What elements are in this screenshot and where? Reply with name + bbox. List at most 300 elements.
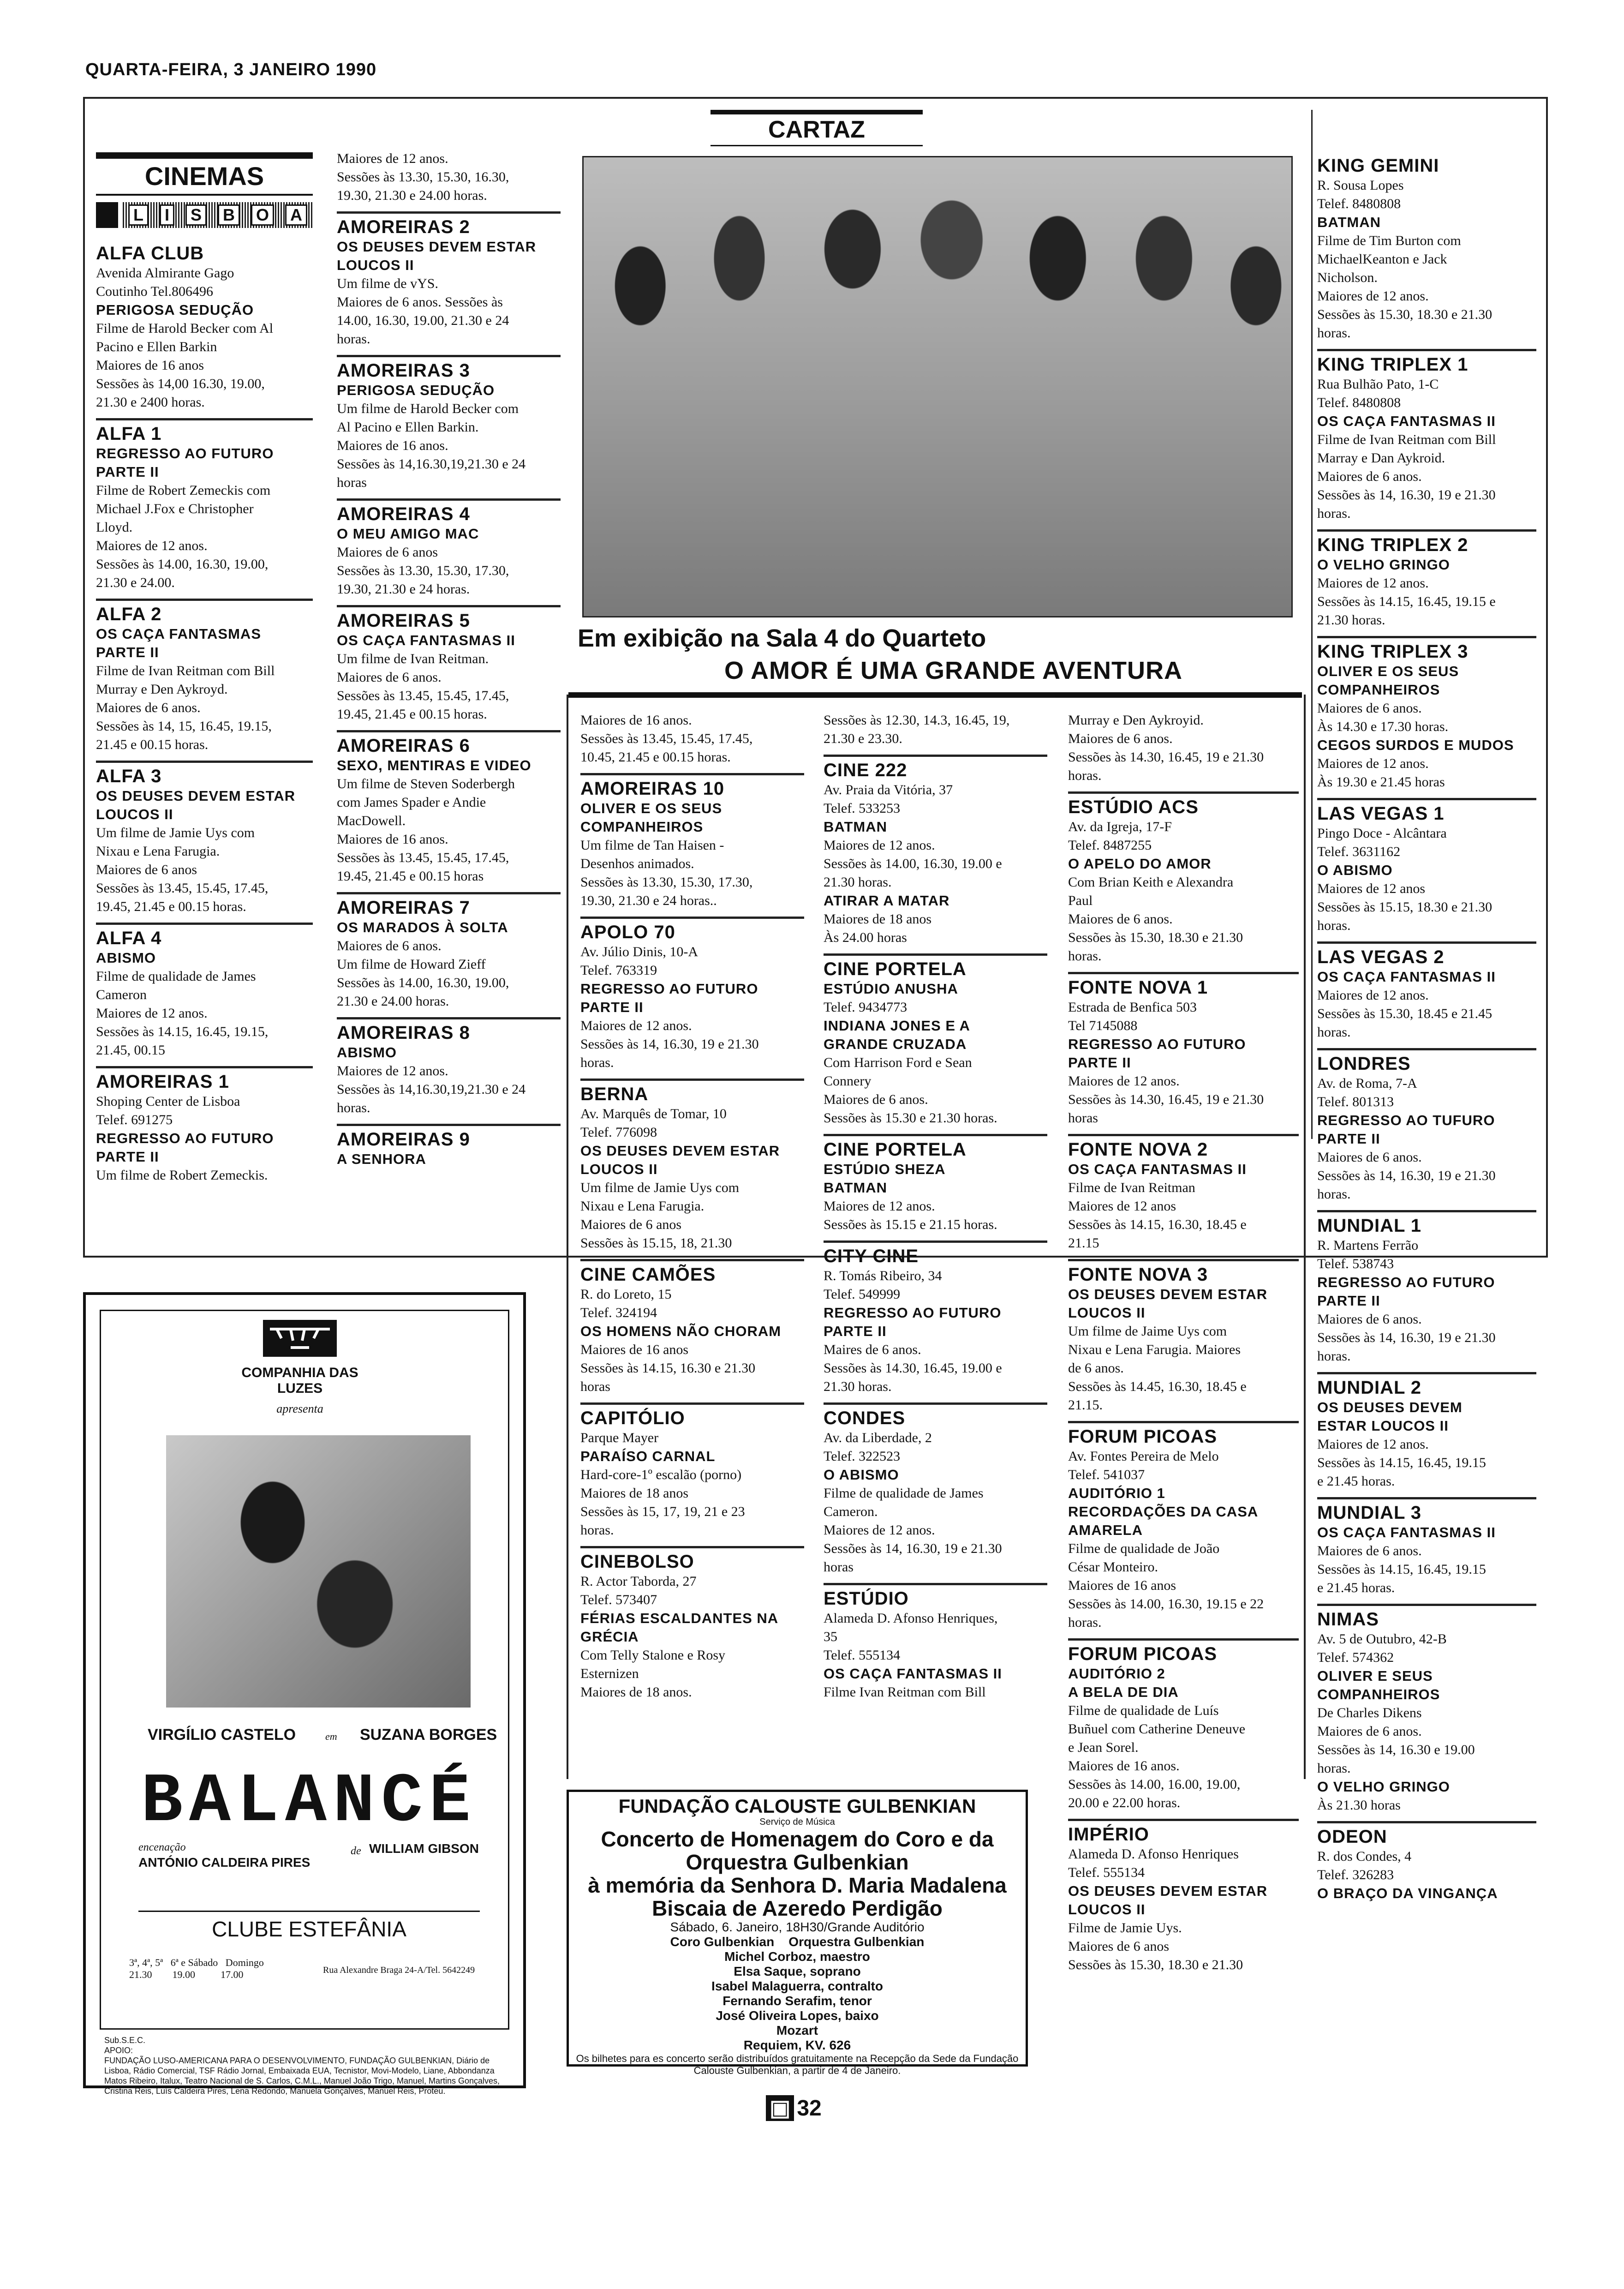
listing-line: Um filme de vYS.: [337, 276, 438, 291]
listing-line: horas.: [1068, 768, 1102, 783]
listing-line: César Monteiro.: [1068, 1559, 1158, 1575]
cinema-listing: [1317, 1372, 1536, 1491]
listing-line: 19.30, 21.30 e 24 horas.: [337, 581, 470, 597]
listing-line: R. dos Condes, 4: [1317, 1849, 1412, 1864]
cinema-listing: [337, 1017, 561, 1117]
banner-block: [96, 202, 118, 228]
listing-line: Sessões às 14, 15, 16.45, 19.15,: [96, 719, 272, 734]
film-title: O APELO DO AMOR: [1068, 856, 1212, 872]
poster-presents: apresenta: [276, 1402, 323, 1415]
listing-line: horas: [580, 1379, 610, 1394]
listing-line: 21.15: [1068, 1235, 1099, 1251]
listing-line: Coutinho Tel.806496: [96, 284, 214, 299]
cinema-name: FONTE NOVA 1: [1068, 977, 1208, 998]
listing-line: Maiores de 18 anos.: [580, 1684, 692, 1700]
listing-line: Telef. 549999: [824, 1287, 901, 1302]
film-title: BATMAN: [824, 819, 888, 835]
film-title: PERIGOSA SEDUÇÃO: [337, 382, 495, 398]
gulbenkian-ad: [567, 1790, 1028, 2076]
listing-line: Maiores de 6 anos.: [337, 670, 442, 685]
listing-line: Parque Mayer: [580, 1430, 659, 1445]
listing-line: Av. da Igreja, 17-F: [1068, 819, 1172, 834]
gulb-performer-4: Fernando Serafim, tenor: [722, 1994, 872, 2008]
film-title: RECORDAÇÕES DA CASA: [1068, 1504, 1259, 1520]
listing-line: 21.45, 00.15: [96, 1043, 165, 1058]
poster-em: em: [325, 1731, 337, 1742]
cinema-listing: [1068, 1638, 1299, 1812]
listing-line: Sessões às 14.30, 16.45, 19 e 21.30: [1068, 749, 1264, 765]
listing-line: Pingo Doce - Alcântara: [1317, 826, 1447, 841]
cinema-name: CAPITÓLIO: [580, 1408, 685, 1428]
listing-line: Nixau e Lena Farugia.: [580, 1198, 705, 1214]
listing-line: 21.45 e 00.15 horas.: [96, 737, 209, 752]
listing-col-2: [337, 147, 561, 1168]
film-title: SEXO, MENTIRAS E VIDEO: [337, 757, 531, 773]
film-title: REGRESSO AO FUTURO: [96, 445, 274, 461]
listing-line: Sessões às 14.15, 16.45, 19.15: [1317, 1562, 1486, 1577]
listing-line: Nicholson.: [1317, 270, 1378, 285]
column-5: [1068, 708, 1299, 1981]
photo-caption-line1: Em exibição na Sala 4 do Quarteto: [578, 624, 986, 652]
film-title: OS HOMENS NÃO CHORAM: [580, 1323, 782, 1339]
film-title: LOUCOS II: [337, 257, 414, 273]
listing-line: Filme de Tim Burton com: [1317, 233, 1461, 248]
film-title: OS CAÇA FANTASMAS II: [1068, 1161, 1247, 1177]
listing-line: Maiores de 6 anos.: [1317, 1312, 1422, 1327]
listing-line: Telef. 322523: [824, 1449, 901, 1464]
page-logo-icon: ▣: [766, 2095, 794, 2121]
listing-line: Maiores de 6 anos: [96, 862, 197, 877]
listing-line: Alameda D. Afonso Henriques: [1068, 1846, 1239, 1862]
listing-line: Um filme de Tan Haisen -: [580, 838, 724, 853]
listing-line: Sessões às 13.45, 15.45, 17.45,: [96, 881, 269, 896]
listing-line: Telef. 541037: [1068, 1467, 1145, 1482]
listing-line: Sessões às 14.30, 16.45, 19.00 e: [824, 1360, 1002, 1376]
poster-author: WILLIAM GIBSON: [369, 1841, 479, 1856]
film-title: PARTE II: [1068, 1055, 1131, 1071]
film-title: O BRAÇO DA VINGANÇA: [1317, 1885, 1498, 1901]
listing-line: de 6 anos.: [1068, 1360, 1124, 1376]
cinema-listing: [96, 599, 313, 754]
right-column-rule: [1311, 110, 1313, 1139]
listing-line: Murray e Den Aykroyd.: [96, 682, 228, 697]
listing-line: horas.: [1317, 918, 1351, 933]
cinema-listing: [580, 917, 804, 1072]
film-title: OS DEUSES DEVEM: [1317, 1399, 1463, 1415]
film-title: ABISMO: [96, 950, 156, 966]
listing-line: Maiores de 18 anos: [580, 1486, 689, 1501]
poster-company: COMPANHIA DAS LUZES: [241, 1365, 358, 1396]
cinema-name: ESTÚDIO ACS: [1068, 797, 1199, 817]
film-title: O VELHO GRINGO: [1317, 557, 1450, 573]
listing-line: Sessões às 15.30, 18.45 e 21.45: [1317, 1006, 1493, 1021]
cinema-listing: [1317, 1821, 1536, 1903]
listing-line: Nixau e Lena Farugia.: [96, 844, 220, 859]
film-title: LOUCOS II: [96, 806, 173, 822]
listing-line: e 21.45 horas.: [1317, 1474, 1395, 1489]
cinema-name: ALFA 4: [96, 928, 162, 948]
listing-line: Pacino e Ellen Barkin: [96, 339, 217, 354]
listing-line: 19.30, 21.30 e 24 horas..: [580, 893, 717, 908]
listing-line: Michael J.Fox e Christopher: [96, 501, 254, 516]
listing-line: e 21.45 horas.: [1317, 1580, 1395, 1595]
listing-line: Um filme de Ivan Reitman.: [337, 651, 489, 666]
listing-line: Tel 7145088: [1068, 1018, 1138, 1033]
listing-line: Maiores de 16 anos.: [580, 713, 692, 728]
film-title: OS DEUSES DEVEM ESTAR: [96, 788, 296, 804]
listing-line: 19.45, 21.45 e 00.15 horas.: [337, 707, 487, 722]
listing-line: horas.: [1068, 948, 1102, 964]
listing-line: horas.: [580, 1055, 614, 1070]
film-title: OS DEUSES DEVEM ESTAR: [580, 1143, 780, 1159]
cinema-listing: [337, 605, 561, 724]
listing-line: Sessões às 14.00, 16.30, 19.00,: [337, 975, 509, 990]
listing-col-3: [580, 708, 804, 1702]
listing-line: Com Brian Keith e Alexandra: [1068, 875, 1234, 890]
listing-line: Filme de Jamie Uys.: [1068, 1920, 1182, 1935]
cinema-listing: [580, 1259, 804, 1396]
listing-line: com James Spader e Andie: [337, 795, 486, 810]
gulb-performer-1: Michel Corboz, maestro: [724, 1949, 870, 1964]
listing-line: Sessões às 15.15 e 21.15 horas.: [824, 1217, 997, 1232]
listing-line: 21.30 horas.: [1317, 612, 1385, 628]
film-title: PERIGOSA SEDUÇÃO: [96, 302, 254, 318]
listing-line: Maiores de 12 anos.: [1317, 575, 1429, 591]
listing-line: Sessões às 14,16.30,19,21.30 e 24: [337, 1082, 526, 1097]
gulb-mozart: Mozart: [776, 2023, 818, 2037]
listing-line: Telef. 8480808: [1317, 395, 1401, 410]
film-title: REGRESSO AO FUTURO: [96, 1130, 274, 1146]
film-title: A SENHORA: [337, 1151, 426, 1167]
film-title: BATMAN: [824, 1180, 888, 1196]
film-title: LOUCOS II: [1068, 1305, 1146, 1321]
listing-line: Telef. 573407: [580, 1592, 657, 1607]
photo-caption-line2: O AMOR É UMA GRANDE AVENTURA: [724, 657, 1182, 684]
film-title: OLIVER E OS SEUS: [1317, 663, 1459, 679]
listing-line: Telef. 326283: [1317, 1867, 1394, 1882]
cinema-listing: [824, 1240, 1047, 1396]
listing-line: Maiores de 6 anos. Sessões às: [337, 294, 503, 310]
cinema-name: APOLO 70: [580, 922, 675, 942]
cinema-listing: [96, 761, 313, 916]
film-title: OS CAÇA FANTASMAS II: [1317, 1524, 1496, 1540]
page-number: [766, 2095, 822, 2121]
film-title: OS CAÇA FANTASMAS II: [1317, 413, 1496, 429]
cinema-listing: [1317, 1497, 1536, 1597]
listing-line: Telef. 3631162: [1317, 844, 1401, 859]
listing-line: Cameron: [96, 987, 147, 1002]
cinema-name: ALFA 2: [96, 604, 162, 624]
listing-line: Maiores de 12 anos.: [1317, 1437, 1429, 1452]
gulb-title: FUNDAÇÃO CALOUSTE GULBENKIAN: [618, 1795, 976, 1817]
listing-line: Rua Bulhão Pato, 1-C: [1317, 377, 1439, 392]
cinema-listing: [1317, 1210, 1536, 1366]
listing-line: 19.30, 21.30 e 24.00 horas.: [337, 188, 487, 203]
cinema-listing: [1068, 708, 1299, 785]
listing-line: MacDowell.: [337, 813, 406, 828]
poster-credits: Sub.S.E.C. APOIO: FUNDAÇÃO LUSO-AMERICANA PARA O DESENVOLVIMENTO, FUNDAÇÃO GULBENKIAN, Diário de Lisboa, Rádio Comercial, TSF Rádio Jornal, Embaixada EUA, Tecnistor, Movi-Modelo, Liane, Abbondanza Matos Ribeiro, Italux, Teatro Nacional de S. Carlos, C.M.L., Manuel João Trigo, Manuel, Martins Gonçalves, Cristina Reis, Luís Caldeira Pires, Lena Redondo, Manuela Gonçalves, Manuel Reis, Proteu.: [104, 2036, 500, 2096]
listing-line: horas.: [337, 1100, 370, 1115]
listing-line: Com Telly Stalone e Rosy: [580, 1648, 726, 1663]
dateline: QUARTA-FEIRA, 3 JANEIRO 1990: [85, 60, 377, 79]
listing-line: Sessões às 15.15, 18.30 e 21.30: [1317, 899, 1493, 915]
listing-line: Maiores de 6 anos: [1068, 1939, 1170, 1954]
column-4: [824, 708, 1047, 1708]
listing-line: 21.30 e 23.30.: [824, 731, 902, 746]
listing-line: Paul: [1068, 893, 1093, 908]
listing-line: Sessões às 15.15, 18, 21.30: [580, 1235, 732, 1251]
lisboa-letter: I: [160, 204, 174, 226]
listing-line: Às 14.30 e 17.30 horas.: [1317, 719, 1449, 734]
cinema-listing: [824, 1134, 1047, 1234]
listing-line: horas: [337, 475, 367, 490]
listing-line: Maiores de 6 anos.: [1317, 469, 1422, 484]
film-title: OS CAÇA FANTASMAS II: [337, 632, 515, 648]
cinema-listing: [1317, 941, 1536, 1042]
listing-line: Sessões às 14.45, 16.30, 18.45 e: [1068, 1379, 1247, 1394]
listing-line: Sessões às 14, 16.30, 19 e 21.30: [1317, 1330, 1496, 1345]
gulb-groups: Coro Gulbenkian Orquestra Gulbenkian: [670, 1935, 925, 1949]
listing-line: Sessões às 12.30, 14.3, 16.45, 19,: [824, 713, 1010, 728]
poster-actor-1: VIRGÍLIO CASTELO: [148, 1726, 296, 1744]
listing-line: Telef. 691275: [96, 1112, 173, 1127]
cinema-listing: [824, 1583, 1047, 1702]
film-title: OS MARADOS À SOLTA: [337, 919, 508, 935]
listing-line: Filme de qualidade de James: [824, 1486, 984, 1501]
listing-line: Com Harrison Ford e Sean: [824, 1055, 972, 1070]
cinema-name: AMOREIRAS 7: [337, 898, 470, 918]
listing-line: Sessões às 13.30, 15.30, 17.30,: [337, 563, 509, 578]
listing-line: Maiores de 12 anos.: [824, 1522, 935, 1538]
listing-line: Al Pacino e Ellen Barkin.: [337, 419, 479, 435]
cinema-name: ALFA CLUB: [96, 243, 204, 264]
listing-line: 21.30 e 24.00.: [96, 575, 175, 590]
listing-line: 21.30 horas.: [824, 1379, 892, 1394]
listing-line: 10.45, 21.45 e 00.15 horas.: [580, 749, 731, 765]
gulb-concert-2: Orquestra Gulbenkian: [686, 1850, 909, 1874]
cinema-listing: [580, 773, 804, 910]
listing-line: horas.: [1317, 1025, 1351, 1040]
listing-line: Maiores de 16 anos.: [337, 832, 448, 847]
listing-line: Maiores de 12 anos.: [337, 1063, 448, 1079]
listing-line: Maiores de 6 anos.: [96, 700, 201, 715]
listing-line: Maiores de 6 anos.: [1068, 911, 1173, 927]
listing-line: 19.45, 21.45 e 00.15 horas: [337, 869, 484, 884]
listing-line: horas.: [1317, 325, 1351, 341]
film-title: OS CAÇA FANTASMAS II: [824, 1666, 1002, 1682]
film-title: REGRESSO AO FUTURO: [1068, 1036, 1246, 1052]
film-title: PARTE II: [1317, 1131, 1380, 1147]
listing-line: Maiores de 6 anos.: [1317, 701, 1422, 716]
listing-line: Cameron.: [824, 1504, 878, 1519]
listing-line: Shoping Center de Lisboa: [96, 1094, 240, 1109]
film-title: FÉRIAS ESCALDANTES NA: [580, 1610, 779, 1626]
cinema-name: AMOREIRAS 9: [337, 1129, 470, 1150]
cinema-name: CINE 222: [824, 760, 908, 780]
cinema-listing: [1068, 791, 1299, 965]
listing-line: R. Martens Ferrão: [1317, 1238, 1419, 1253]
gulb-performer-2: Elsa Saque, soprano: [734, 1964, 861, 1978]
cinema-listing: [1317, 152, 1536, 342]
listing-line: Telef. 763319: [580, 963, 657, 978]
listing-line: Às 21.30 horas: [1317, 1798, 1401, 1813]
listing-line: Filme de Ivan Reitman: [1068, 1180, 1195, 1195]
listing-line: Hard-core-1º escalão (porno): [580, 1467, 742, 1482]
cinema-listing: [1317, 1604, 1536, 1815]
listing-line: Maiores de 6 anos.: [1317, 1150, 1422, 1165]
listing-line: Sessões às 13.45, 15.45, 17.45,: [337, 850, 509, 865]
cinema-name: ALFA 3: [96, 766, 162, 786]
listing-line: Maiores de 12 anos: [1068, 1198, 1176, 1214]
listing-line: R. Tomás Ribeiro, 34: [824, 1268, 942, 1283]
listing-line: Um filme de Jamie Uys com: [96, 825, 255, 840]
listing-line: Sessões às 14, 16.30, 19 e 21.30: [580, 1037, 759, 1052]
listing-line: Filme Ivan Reitman com Bill: [824, 1684, 986, 1700]
cinema-name: KING GEMINI: [1317, 156, 1439, 176]
film-title: PARTE II: [824, 1323, 887, 1339]
listing-col-4: [824, 708, 1047, 1702]
cinema-listing: [1068, 1421, 1299, 1632]
listing-line: Maiores de 12 anos.: [1317, 988, 1429, 1003]
listing-line: 19.45, 21.45 e 00.15 horas.: [96, 899, 246, 914]
cinema-name: FONTE NOVA 2: [1068, 1139, 1208, 1160]
listing-line: Sessões às 14.00, 16.30, 19.00 e: [824, 856, 1002, 871]
gulb-requiem: Requiem, KV. 626: [743, 2038, 851, 2052]
column-1: [96, 152, 313, 1191]
listing-line: Maiores de 6 anos.: [824, 1092, 928, 1107]
listing-line: Telef. 8480808: [1317, 196, 1401, 211]
listing-line: Às 19.30 e 21.45 horas: [1317, 774, 1445, 790]
cinema-listing: [580, 1079, 804, 1252]
film-title: PARTE II: [96, 644, 159, 660]
gulb-note: Os bilhetes para es concerto serão distribuídos gratuitamente na Recepção da Sede da Fundação Calouste Gulbenkian, a partir de 4 de Janeiro.: [576, 2053, 1019, 2076]
cinema-listing: [1317, 1048, 1536, 1204]
cinema-name: CINE PORTELA: [824, 1139, 967, 1160]
listing-line: R. Actor Taborda, 27: [580, 1574, 697, 1589]
listing-line: R. Sousa Lopes: [1317, 178, 1404, 193]
film-title: REGRESSO AO TUFURO: [1317, 1112, 1495, 1128]
film-title: OLIVER E SEUS: [1317, 1668, 1433, 1684]
film-title: LOUCOS II: [580, 1161, 658, 1177]
film-title: ABISMO: [337, 1044, 397, 1061]
listing-line: Maiores de 16 anos: [1068, 1578, 1176, 1593]
cinema-name: CITY CINE: [824, 1246, 919, 1266]
column-2: [337, 147, 561, 1175]
lisboa-banner: [96, 202, 313, 228]
listing-line: 20.00 e 22.00 horas.: [1068, 1795, 1181, 1810]
listing-line: Nixau e Lena Farugia. Maiores: [1068, 1342, 1241, 1357]
listing-line: Sessões às 14.00, 16.00, 19.00,: [1068, 1777, 1241, 1792]
film-title: ESTÚDIO ANUSHA: [824, 981, 958, 997]
listing-line: Filme de qualidade de João: [1068, 1541, 1220, 1556]
cinema-name: CINE PORTELA: [824, 959, 967, 979]
listing-line: Um filme de Steven Soderbergh: [337, 776, 515, 791]
gulb-performer-3: Isabel Malaguerra, contralto: [711, 1979, 883, 1993]
listing-line: Filme de qualidade de James: [96, 969, 256, 984]
lisboa-letter: L: [128, 204, 149, 226]
listing-line: Um filme de Jamie Uys com: [580, 1180, 740, 1195]
listing-line: Lloyd.: [96, 520, 133, 535]
listing-line: Um filme de Howard Zieff: [337, 957, 486, 972]
listing-line: Sessões às 14, 16.30 e 19.00: [1317, 1742, 1475, 1757]
listing-line: Um filme de Robert Zemeckis.: [96, 1168, 268, 1183]
listing-line: 21.30 e 24.00 horas.: [337, 994, 449, 1009]
lisboa-letter: S: [185, 204, 207, 226]
film-title: AMARELA: [1068, 1522, 1143, 1538]
listing-line: horas: [824, 1559, 854, 1575]
listing-line: Telef. 538743: [1317, 1256, 1394, 1271]
listing-line: Telef. 555134: [1068, 1865, 1145, 1880]
cinema-listing: [1068, 1134, 1299, 1252]
cinema-listing: [824, 1402, 1047, 1576]
listing-line: Sessões às 13.45, 15.45, 17.45,: [337, 688, 509, 703]
film-title: O ABISMO: [1317, 862, 1393, 878]
listing-line: Maiores de 12 anos.: [580, 1018, 692, 1033]
film-title: OLIVER E OS SEUS: [580, 800, 722, 816]
listing-line: Sessões às 14, 16.30, 19 e 21.30: [824, 1541, 1002, 1556]
listing-line: Maiores de 16 anos.: [337, 438, 448, 453]
cinema-listing: [96, 418, 313, 592]
poster-encenacao-label: encenação: [138, 1841, 186, 1853]
listing-line: Filme de Ivan Reitman com Bill: [96, 663, 275, 678]
column-6: [1317, 152, 1536, 1909]
cinema-name: KING TRIPLEX 2: [1317, 535, 1469, 555]
listing-line: Av. 5 de Outubro, 42-B: [1317, 1631, 1447, 1647]
listing-line: Maiores de 12 anos.: [96, 538, 208, 553]
film-title: AUDITÓRIO 1: [1068, 1485, 1165, 1501]
listing-line: horas.: [1317, 1761, 1351, 1776]
listing-line: Sessões às 13.45, 15.45, 17.45,: [580, 731, 753, 746]
listing-line: Maiores de 12 anos.: [824, 838, 935, 853]
cinema-name: AMOREIRAS 3: [337, 360, 470, 381]
listing-line: Sessões às 15.30, 18.30 e 21.30: [1317, 307, 1493, 322]
listing-line: Filme de qualidade de Luís: [1068, 1703, 1219, 1718]
gulb-memory-1: à memória da Senhora D. Maria Madalena: [588, 1873, 1007, 1897]
cinema-name: LAS VEGAS 1: [1317, 803, 1445, 824]
film-title: COMPANHEIROS: [580, 819, 704, 835]
listing-line: Maiores de 12 anos.: [96, 1006, 208, 1021]
film-title: LOUCOS II: [1068, 1901, 1146, 1917]
film-title: CEGOS SURDOS E MUDOS: [1317, 737, 1514, 753]
cinema-name: CINEBOLSO: [580, 1552, 694, 1572]
cinema-name: MUNDIAL 3: [1317, 1503, 1422, 1523]
listing-line: Maiores de 6 anos.: [1317, 1724, 1422, 1739]
film-title: COMPANHEIROS: [1317, 1686, 1440, 1702]
listing-line: Maiores de 12 anos.: [337, 151, 448, 166]
cinema-listing: [580, 1402, 804, 1540]
film-title: A BELA DE DIA: [1068, 1684, 1179, 1700]
listing-line: Telef. 776098: [580, 1125, 657, 1140]
cinema-name: ESTÚDIO: [824, 1588, 909, 1609]
cinema-listing: [337, 1124, 561, 1168]
listing-line: Sessões às 15.30, 18.30 e 21.30: [1068, 930, 1243, 945]
gulb-memory-2: Biscaia de Azeredo Perdigão: [652, 1896, 943, 1920]
cinema-name: AMOREIRAS 5: [337, 611, 470, 631]
lisboa-letters: [123, 202, 313, 228]
listing-line: Maiores de 6 anos.: [337, 938, 442, 953]
listing-line: Esternizen: [580, 1666, 639, 1681]
cinema-listing: [1068, 1259, 1299, 1414]
listing-line: horas.: [1317, 506, 1351, 521]
cinema-listing: [337, 211, 561, 348]
listing-line: Av. de Roma, 7-A: [1317, 1076, 1417, 1091]
cinema-name: BERNA: [580, 1084, 649, 1104]
listing-line: horas.: [1317, 1348, 1351, 1364]
poster-actor-2: SUZANA BORGES: [360, 1726, 497, 1744]
cinema-name: KING TRIPLEX 1: [1317, 354, 1469, 375]
lisboa-letter: O: [251, 204, 274, 226]
film-photo: [582, 156, 1293, 617]
